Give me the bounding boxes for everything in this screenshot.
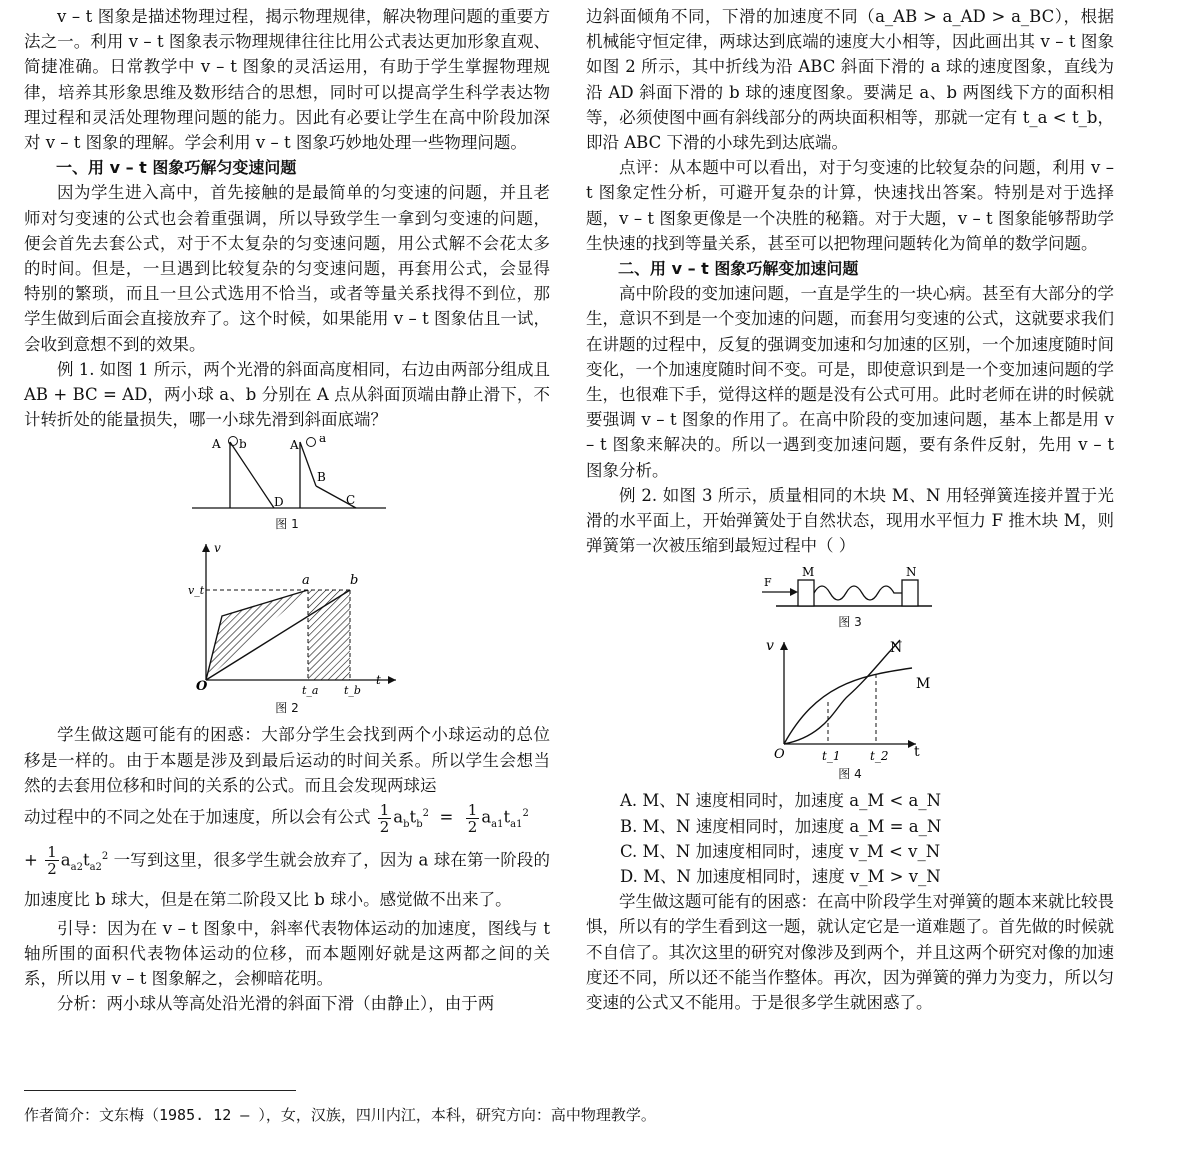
fig3-N-label: N — [906, 565, 917, 580]
figure-3 — [586, 562, 1114, 612]
paragraph: 学生做这题可能有的困惑：在高中阶段学生对弹簧的题本来就比较畏惧，所以有的学生看到这一题，就认定它是一道难题了。首先做的时候就不自信了。其次这里的研究对像涉及到两个，并且这两个研究对像的加速度还不同，所以还不能当作整体。再次，因为弹簧的弹力为变力，所以匀变速的公式又不能用。于是很多学生就困惑了。 — [586, 892, 1114, 1013]
figure-1-caption: 图 1 — [275, 517, 299, 532]
paragraph: 高中阶段的变加速问题，一直是学生的一块心病。甚至有大部分的学生，意识不到是一个变加速的问题，而套用匀变速的公式，这就要求我们在讲题的过程中，反复的强调变加速和匀加速的区别，一个加速度随时间变化，一个加速度随时间不变。可是，即使意识到是一个变加速问题的学生，也很难下手，觉得这样的题是没有公式可用。此时老师在讲的时候就要强调 v – t 图象的作用了。在高中阶段的变加速问题，基本上都是用 v – t 图象来解决的。所以一遇到变加速问题，要有条件反射，先用 v – t 图象分析。 — [586, 284, 1114, 480]
fig4-v-axis: v — [766, 638, 774, 655]
formula-lead-text: 动过程中的不同之处在于加速度，所以会有公式 — [24, 807, 371, 827]
paragraph: 点评：从本题中可以看出，对于匀变速的比较复杂的问题，利用 v – t 图象定性分析，可避开复杂的计算，快速找出答案。特别是对于选择题，v – t 图象更像是一个决胜的秘籍。对于大题，v – t 图象能够帮助学生快速的找到等量关系，甚至可以把物理问题转化为简单的数学问题。 — [586, 158, 1114, 253]
fraction: $\frac{1}{2}$ — [47, 843, 57, 879]
figure-4-caption: 图 4 — [838, 767, 862, 782]
formula-line: 动过程中的不同之处在于加速度，所以会有公式 $\frac{1}{2}$ $a_bt_b^2$ = $\frac{1}{2}$ $a_{a1}t_{a1}^2$ — [24, 800, 529, 836]
option-b: B. M、N 速度相同时，加速度 a_M = a_N — [620, 816, 942, 836]
paragraph: 引导：因为在 v – t 图象中，斜率代表物体运动的加速度，图线与 t 轴所围的面积代表物体运动的位移，而本题刚好就是这两都之间的关系，所以用 v – t 图象解之，会柳暗花明。 — [24, 918, 550, 989]
right-column — [586, 4, 1114, 1015]
figure-4-graph — [586, 636, 1114, 764]
option-d: D. M、N 加速度相同时，速度 v_M > v_N — [620, 867, 941, 887]
formula-line: + $\frac{1}{2}$ $a_{a2}t_{a2}^2$ 一写到这里，很多学生就会放弃了，因为 a 球在第一阶段的加速度比 b 球大，但是在第二阶段又比 b 球小。感觉做不出来了。 — [24, 843, 551, 909]
paragraph: 边斜面倾角不同，下滑的加速度不同（a_AB > a_AD > a_BC），根据机械能守恒定律，两球达到底端的速度大小相等，因此画出其 v – t 图象如图 2 所示，其中折线为沿 ABC 斜面下滑的 a 球的速度图象，直线为沿 AD 斜面下滑的 b 球的速度图象。要满足 a、b 两图线下方的面积相等，必须使图中画有斜线部分的两块面积相等，那就一定有 t_a < t_b，即沿 ABC 下滑的小球先到达底端。 — [586, 7, 1114, 153]
figure-2 — [24, 538, 550, 698]
figure-2-graph — [24, 538, 550, 698]
fig2-origin: O — [196, 679, 208, 695]
fig4-t2: t_2 — [870, 749, 889, 764]
fig1-label: b — [239, 437, 247, 452]
fig2-t-axis: t — [376, 673, 381, 688]
figure-3-diagram — [586, 562, 1114, 612]
fig1-label: A — [290, 438, 299, 453]
figure-4 — [586, 636, 1114, 764]
fig4-origin: O — [774, 747, 785, 763]
fig2-b-label: b — [350, 573, 359, 589]
paragraph: 学生做这题可能有的困惑：大部分学生会找到两个小球运动的总位移是一样的。由于本题是涉及到最后运动的时间关系。所以学生会想当然的去套用位移和时间的关系的公式。而且会发现两球运 — [24, 725, 550, 795]
fig1-label: B — [317, 470, 326, 485]
fig2-ta: t_a — [302, 684, 319, 698]
figure-1 — [24, 436, 550, 514]
fig2-a-label: a — [302, 573, 310, 589]
fig4-t-axis: t — [914, 744, 920, 761]
fig1-label: D — [274, 495, 284, 510]
figure-1-diagram — [24, 436, 550, 514]
section-heading-2: 二、用 v – t 图象巧解变加速问题 — [618, 259, 859, 279]
paragraph: 因为学生进入高中，首先接触的是最简单的匀变速的问题，并且老师对匀变速的公式也会着重强调，所以导致学生一拿到匀变速的问题，便会首先去套公式，对于不太复杂的匀变速问题，用公式解不会花太多的时间。但是，一旦遇到比较复杂的匀变速问题，再套用公式，会显得特别的繁琐，而且一旦公式选用不恰当，或者等量关系找得不到位，那学生做到后面会直接放弃了。这个时候，如果能用 v – t 图象估且一试，会收到意想不到的效果。 — [24, 183, 550, 354]
fig1-label: a — [319, 436, 327, 446]
author-footnote: 作者简介：文东梅（1985. 12 – ），女，汉族，四川内江，本科，研究方向：高中物理教学。 — [24, 1106, 656, 1124]
fig1-label: A — [212, 437, 221, 452]
example-2: 例 2. 如图 3 所示，质量相同的木块 M、N 用轻弹簧连接并置于光滑的水平面上，开始弹簧处于自然状态，现用水平恒力 F 推木块 M，则弹簧第一次被压缩到最短过程中（ ） — [586, 485, 1114, 556]
fraction: $\frac{1}{2}$ — [379, 800, 390, 836]
fraction: $\frac{1}{2}$ — [467, 800, 478, 836]
section-heading-1: 一、用 v – t 图象巧解匀变速问题 — [56, 158, 297, 178]
fig4-t1: t_1 — [822, 749, 841, 764]
left-column — [24, 4, 550, 1016]
intro-paragraph: v – t 图象是描述物理过程，揭示物理规律，解决物理问题的重要方法之一。利用 v – t 图象表示物理规律往往比用公式表达更加形象直观、简捷准确。日常教学中 v – t 图象的灵活运用，有助于学生掌握物理规律，培养其形象思维及数形结合的思想，同时可以提高学生科学表达物理过程和灵活处理物理问题的能力。因此有必要让学生在高中阶段加深对 v – t 图象的理解。学会利用 v – t 图象巧妙地处理一些物理问题。 — [24, 7, 550, 153]
fig3-F-label: F — [764, 576, 772, 590]
fig2-vt: v_t — [188, 584, 205, 598]
option-c: C. M、N 加速度相同时，速度 v_M < v_N — [620, 841, 941, 861]
fig4-N-label: N — [890, 640, 903, 657]
paragraph: 分析：两小球从等高处沿光滑的斜面下滑（由静止），由于两 — [57, 994, 495, 1014]
example-1: 例 1. 如图 1 所示，两个光滑的斜面高度相同，右边由两部分组成且 AB + BC = AD，两小球 a、b 分别在 A 点从斜面顶端由静止滑下，不计转折处的能量损失，哪一小球先滑到斜面底端？ — [24, 359, 550, 430]
fig4-M-label: M — [916, 676, 931, 693]
fig2-tb: t_b — [344, 684, 361, 698]
fig1-label: C — [346, 493, 356, 508]
formula-tail-text: 一写到这里，很多学生就会放弃了，因为 a 球在第一阶段的加速度比 b 球大，但是在第二阶段又比 b 球小。感觉做不出来了。 — [24, 850, 551, 909]
figure-2-caption: 图 2 — [275, 701, 299, 716]
footnote-divider — [24, 1090, 296, 1091]
figure-3-caption: 图 3 — [838, 615, 862, 630]
option-a: A. M、N 速度相同时，加速度 a_M < a_N — [620, 791, 942, 811]
fig3-M-label: M — [802, 565, 815, 580]
fig2-v-axis: v — [214, 541, 221, 556]
